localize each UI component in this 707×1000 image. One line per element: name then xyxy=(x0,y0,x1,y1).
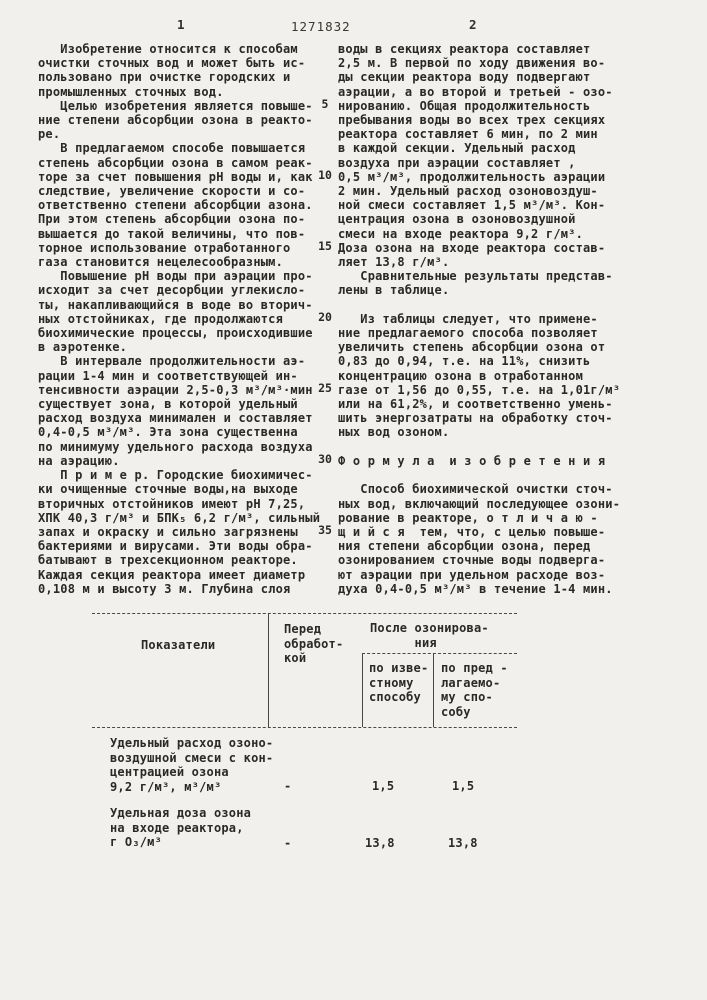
table-vertical-rule-2 xyxy=(362,653,363,727)
margin-line-number-25: 25 xyxy=(318,381,332,395)
margin-line-number-5: 5 xyxy=(321,97,329,111)
table-vertical-rule-1 xyxy=(268,613,269,727)
right-column-number: 2 xyxy=(469,17,477,32)
table-header-after-ozonation: После озонирова- ния xyxy=(370,621,489,650)
margin-line-number-15: 15 xyxy=(318,239,332,253)
margin-line-number-35: 35 xyxy=(318,523,332,537)
row-value-known: 13,8 xyxy=(365,836,395,850)
table-header-before-treatment: Перед обработ- кой xyxy=(284,622,344,666)
row-value-proposed: 13,8 xyxy=(448,836,478,850)
row-value-before: - xyxy=(284,779,292,793)
margin-line-number-30: 30 xyxy=(318,452,332,466)
table-vertical-rule-3 xyxy=(433,653,434,727)
right-column-text: воды в секциях реактора составляет 2,5 м. В первой по ходу движения во- ды секции реактора воду подвергают аэрации, а во второй и третьей - озо- нированию. Общая продолжительность пребывания воды во всех трех секциях реактора составляет 6 мин, по 2 мин в каждой секции. Удельный расход воздуха при аэрации составляет , 0,5 м³/м³, продолжительность аэрации 2 мин. Удельный расход озоновоздуш- ной смеси составляет 1,5 м³/м³. Кон- центрация озона в озоновоздушной смеси на входе реактора 9,2 г/м³. Доза озона на входе реактора состав- ляет 13,8 г/м³. Сравнительные результаты представ- лены в таблице. Из таблицы следует, что примене- ние предлагаемого способа позволяет увеличить степень абсорбции озона от 0,83 до 0,94, т.е. на 11%, снизить концентрацию озона в отработанном газе от 1,56 до 0,55, т.е. на 1,01г/м³ или на 61,2%, и соответственно умень- шить энергозатраты на обработку сточ- ных вод озоном. Ф о р м у л а и з о б р е т е н и я Способ биохимической очистки сточ- ных вод, включающий последующее озони- рование в реакторе, о т л и ч а ю - щ и й с я тем, что, с целью повыше- ния степени абсорбции озона, перед озонированием сточные воды подверга- ют аэрации при удельном расходе воз- духа 0,4-0,5 м³/м³ в течение 1-4 мин. xyxy=(338,42,621,596)
left-column-text: Изобретение относится к способам очистки сточных вод и может быть ис- пользовано при очистке городских и промышленных сточных вод. Целью изобретения является повыше- ние степени абсорбции озона в реакто- ре. В предлагаемом способе повышается степень абсорбции озона в самом реак- торе за счет повышения pH воды и, как следствие, увеличение скорости и со- ответственно степени абсорбции азона. При этом степень абсорбции озона по- вышается до такой величины, что пов- торное использование отработанного газа становится нецелесообразным. Повышение pH воды при аэрации про- исходит за счет десорбции углекисло- ты, накапливающийся в воде во вторич- ных отстойниках, где продолжаются биохимические процессы, происходившие в аэротенке. В интервале продолжительности аэ- рации 1-4 мин и соответствующей ин- тенсивности аэрации 2,5-0,3 м³/м³·мин существует зона, в которой удельный расход воздуха минимален и составляет 0,4-0,5 м³/м³. Эта зона существенна по минимуму удельного расхода воздуха на аэрацию. П р и м е р. Городские биохимичес- ки очищенные сточные воды,на выходе вторичных отстойников имеют pH 7,25, ХПК 40,3 г/м³ и БПК₅ 6,2 г/м³, сильный запах и окраску и сильно загрязнены бактериями и вирусами. Эти воды обра- батывают в трехсекционном реакторе. Каждая секция реактора имеет диаметр 0,108 м и высоту 3 м. Глубина слоя xyxy=(38,42,321,596)
row-label: Удельный расход озоно- воздушной смеси с кон- центрацией озона 9,2 г/м³, м³/м³ xyxy=(110,736,274,794)
patent-number: 1271832 xyxy=(291,19,351,34)
row-value-known: 1,5 xyxy=(372,779,395,793)
row-value-proposed: 1,5 xyxy=(452,779,475,793)
table-header-known-method: по изве- стному способу xyxy=(369,661,429,705)
margin-line-number-10: 10 xyxy=(318,168,332,182)
table-border-top xyxy=(92,613,517,614)
table-header-proposed-method: по пред - лагаемо- му спо- собу xyxy=(441,661,508,719)
row-value-before: - xyxy=(284,836,292,850)
table-header-border-bottom xyxy=(92,727,517,728)
row-label: Удельная доза озона на входе реактора, г О₃/м³ xyxy=(110,806,252,850)
margin-line-number-20: 20 xyxy=(318,310,332,324)
table-header-indicators: Показатели xyxy=(141,638,216,652)
table-subheader-divider xyxy=(362,653,517,654)
left-column-number: 1 xyxy=(177,17,185,32)
